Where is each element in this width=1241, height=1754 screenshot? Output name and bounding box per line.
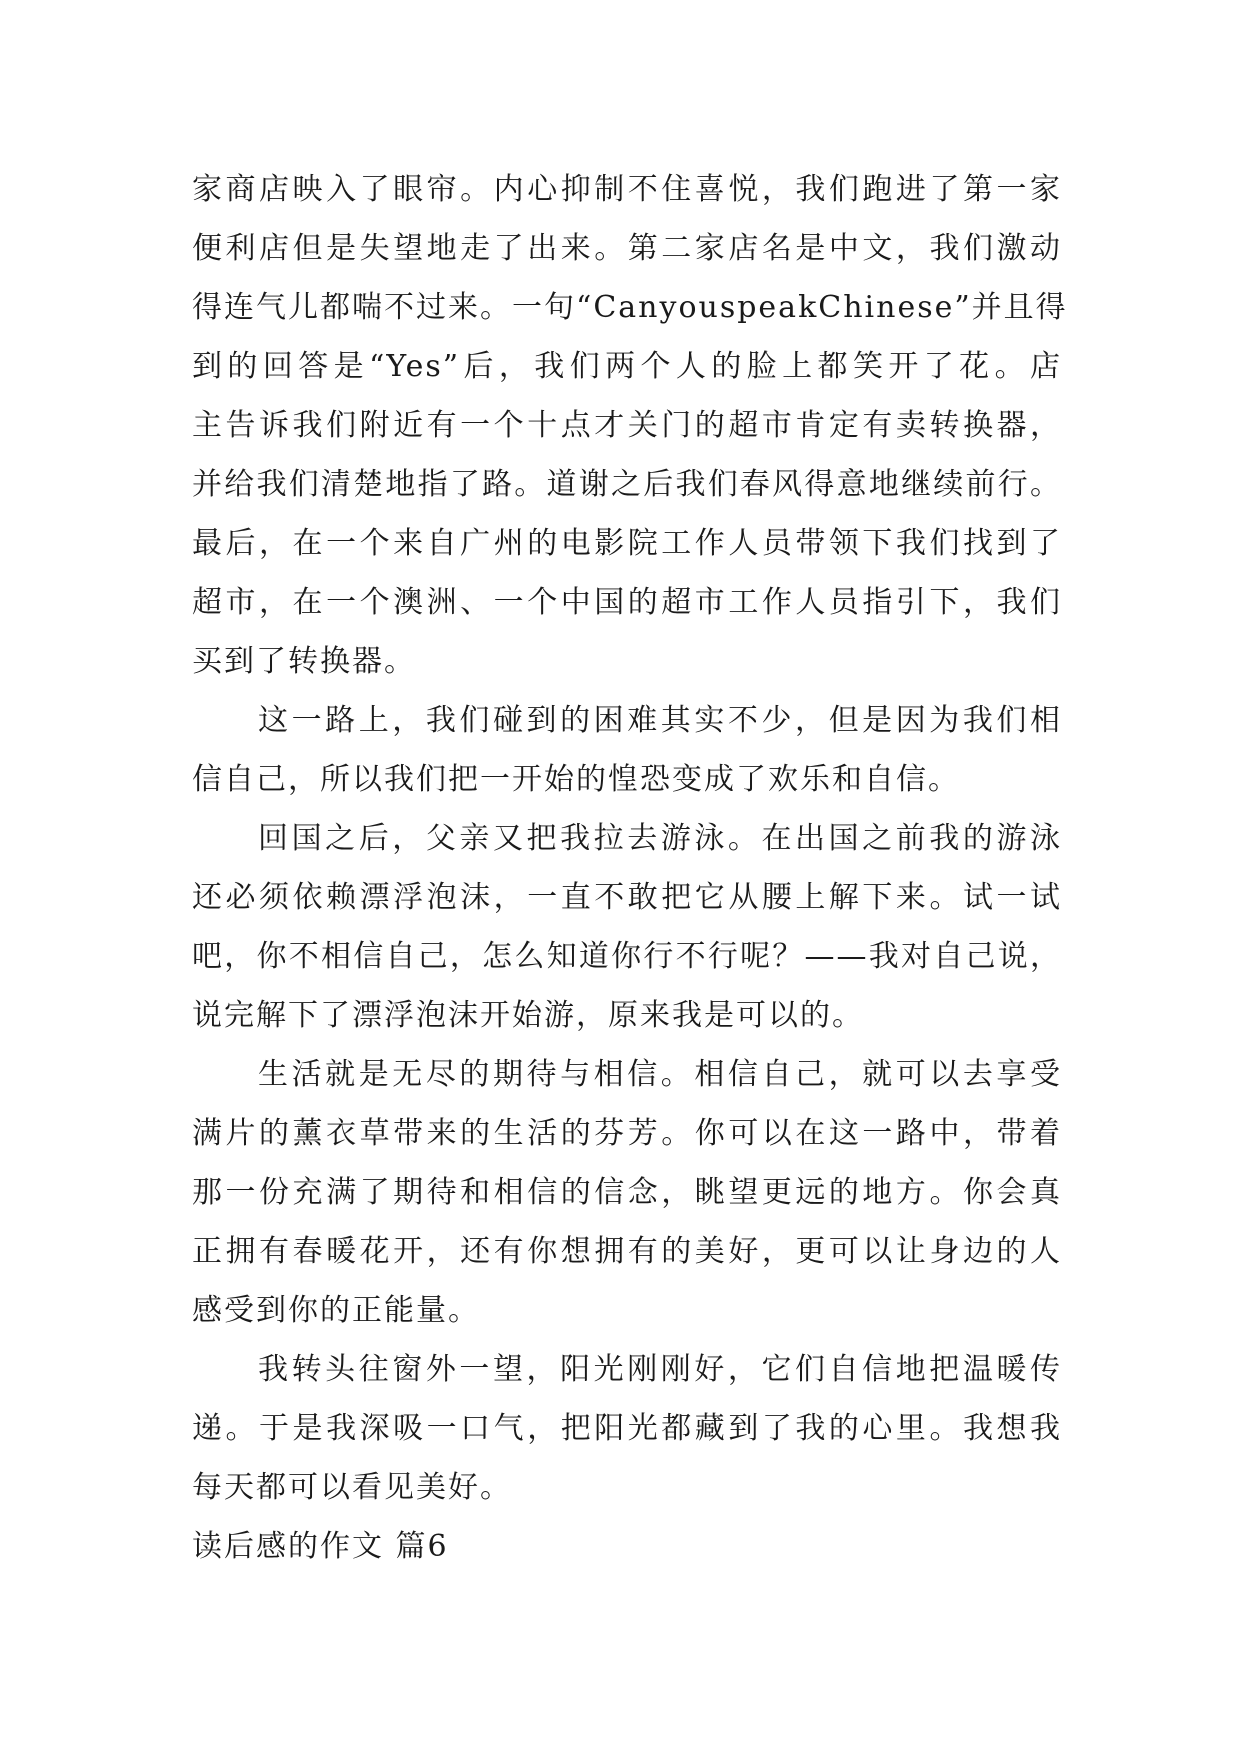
text-line: 每天都可以看见美好。 (192, 1470, 512, 1505)
text-line: 并给我们清楚地指了路。道谢之后我们春风得意地继续前行。 (192, 467, 1062, 502)
text-line: 家商店映入了眼帘。内心抑制不住喜悦，我们跑进了第一家 (192, 172, 1062, 207)
paragraph-1 (192, 160, 1068, 691)
text-line: 买到了转换器。 (192, 644, 416, 679)
text-line: 最后，在一个来自广州的电影院工作人员带领下我们找到了 (192, 526, 1062, 561)
text-line: 到的回答是“Yes”后，我们两个人的脸上都笑开了花。店 (192, 349, 1062, 384)
text-line: 还必须依赖漂浮泡沫，一直不敢把它从腰上解下来。试一试 (192, 880, 1062, 915)
text-line: 满片的薰衣草带来的生活的芬芳。你可以在这一路中，带着 (192, 1116, 1062, 1151)
text-line: 递。于是我深吸一口气，把阳光都藏到了我的心里。我想我 (192, 1411, 1062, 1446)
paragraph-2 (192, 691, 1062, 809)
text-line: 正拥有春暖花开，还有你想拥有的美好，更可以让身边的人 (192, 1234, 1062, 1269)
text-line: 感受到你的正能量。 (192, 1293, 480, 1328)
text-line: 回国之后，父亲又把我拉去游泳。在出国之前我的游泳 (258, 821, 1062, 856)
text-line: 信自己，所以我们把一开始的惶恐变成了欢乐和自信。 (192, 762, 960, 797)
text-line: 吧，你不相信自己，怎么知道你行不行呢？——我对自己说， (192, 939, 1062, 974)
text-line: 说完解下了漂浮泡沫开始游，原来我是可以的。 (192, 998, 864, 1033)
text-line: 便利店但是失望地走了出来。第二家店名是中文，我们激动 (192, 231, 1062, 266)
paragraph-4 (192, 1045, 1062, 1340)
text-line: 这一路上，我们碰到的困难其实不少，但是因为我们相 (258, 703, 1062, 738)
text-line: 主告诉我们附近有一个十点才关门的超市肯定有卖转换器， (192, 408, 1062, 443)
text-line: 超市，在一个澳洲、一个中国的超市工作人员指引下，我们 (192, 585, 1062, 620)
text-line: 生活就是无尽的期待与相信。相信自己，就可以去享受 (258, 1057, 1062, 1092)
text-line: 得连气儿都喘不过来。一句“CanyouspeakChinese”并且得 (192, 290, 1068, 325)
paragraph-3 (192, 809, 1062, 1045)
section-heading: 读后感的作文 篇6 (192, 1529, 449, 1564)
document-body (192, 160, 1068, 1576)
text-line: 那一份充满了期待和相信的信念，眺望更远的地方。你会真 (192, 1175, 1062, 1210)
text-line: 我转头往窗外一望，阳光刚刚好，它们自信地把温暖传 (258, 1352, 1062, 1387)
paragraph-5 (192, 1340, 1062, 1517)
